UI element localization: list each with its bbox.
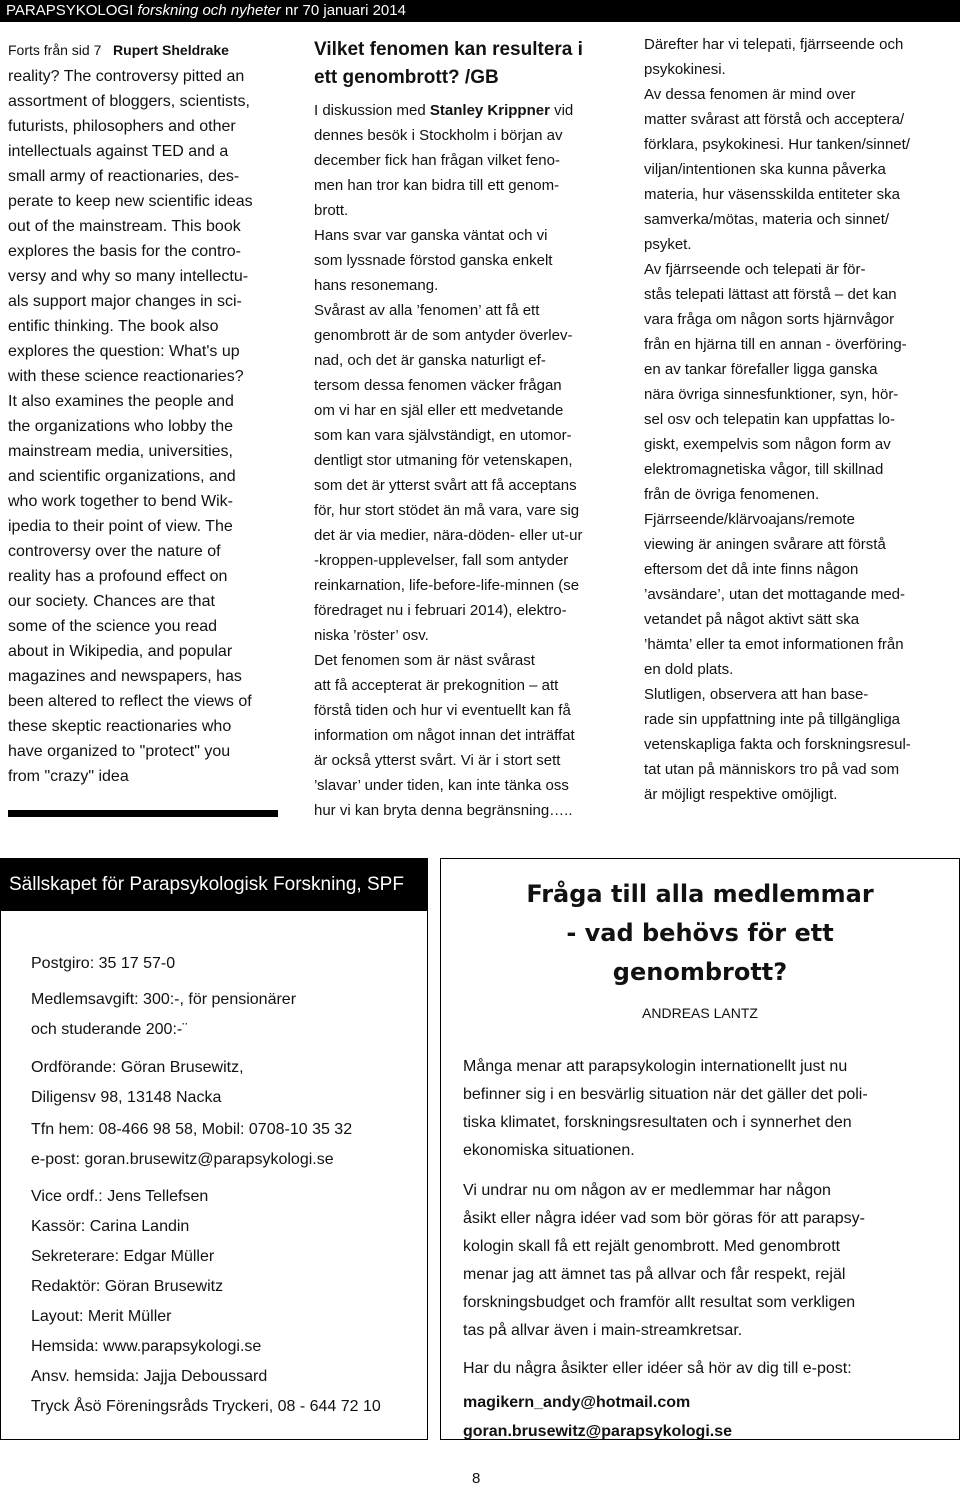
question-title: Fråga till alla medlemmar - vad behövs för ett genombrott? xyxy=(526,880,874,986)
spf-line: Tryck Åsö Föreningsråds Tryckeri, 08 - 644 72 10 xyxy=(31,1398,381,1415)
spf-line: Ordförande: Göran Brusewitz, xyxy=(31,1059,244,1076)
spf-line: och studerande 200:-¨ xyxy=(31,1021,188,1038)
spf-line: Medlemsavgift: 300:-, för pensionärer xyxy=(31,991,297,1008)
header-prefix: PARAPSYKOLOGI xyxy=(6,2,138,19)
question-paragraph-3: Har du några åsikter eller idéer så hör av dig till e-post: xyxy=(463,1360,852,1377)
spf-line: Diligensv 98, 13148 Nacka xyxy=(31,1089,222,1106)
header-suffix: nr 70 januari 2014 xyxy=(280,2,406,19)
continued-note xyxy=(8,40,278,60)
column-article-continued xyxy=(644,32,954,807)
page-header xyxy=(0,0,960,22)
p1-pre: I diskussion med xyxy=(314,102,430,119)
page-number: 8 xyxy=(472,1470,481,1487)
spf-line: Vice ordf.: Jens Tellefsen xyxy=(31,1188,209,1205)
question-box xyxy=(440,858,960,1440)
col3-paragraph-1: Därefter har vi telepati, fjärrseende och psykokinesi. xyxy=(644,36,904,78)
article-paragraph-1 xyxy=(314,98,628,223)
spf-line: Layout: Merit Müller xyxy=(31,1308,172,1325)
question-author: ANDREAS LANTZ xyxy=(642,1005,758,1021)
spf-heading: Sällskapet för Parapsykologisk Forskning, SPF xyxy=(1,859,427,911)
continued-text: reality? The controversy pitted an assortment of bloggers, scientists, futurists, philosophers and other intellectuals against TED and a small army of reactionaries, des- perate to keep new scientific ideas out of the mainstream. This book explores the basis for the contro- versy and why so many intellectu- als support major changes in sci- entific thinking. The book also explores the question: What's up with these science reactionaries? It also examines the people and the organizations who lobby the mainstream media, universities, and scientific organizations, and who work together to bend Wik- ipedia to their point of view. The controversy over the nature of reality has a profound effect on our society. Chances are that some of the science you read about in Wikipedia, and popular magazines and newspapers, has been altered to reflect the views of these skeptic reactionaries who have organized to "protect" you from "crazy" idea xyxy=(8,68,253,785)
spf-line: Tfn hem: 08-466 98 58, Mobil: 0708-10 35 32 xyxy=(31,1121,353,1138)
spf-line: Redaktör: Göran Brusewitz xyxy=(31,1278,224,1295)
column-divider-rule xyxy=(8,810,278,817)
article-paragraph-4: Det fenomen som är näst svårast att få accepterat är prekognition – att förstå tiden och hur vi eventuellt kan få information om något innan det inträffat är också ytterst svårt. Vi är i stort sett ’slavar’ under tiden, kan inte tänka oss hur vi kan bryta denna begränsning….. xyxy=(314,652,575,819)
column-continued-article xyxy=(8,40,278,789)
spf-email-line: e-post: goran.brusewitz@parapsykologi.se xyxy=(31,1151,334,1168)
email-link-1[interactable]: magikern_andy@hotmail.com xyxy=(463,1394,691,1411)
continued-label: Forts från sid 7 xyxy=(8,42,102,58)
col3-paragraph-3: Av fjärrseende och telepati är för- stås telepati lättast att förstå – det kan vara fråga om någon sorts hjärnvågor från en hjärna till en annan - överföring- en av tankar förefaller ligga ganska nära övriga sinnesfunktioner, syn, hör- sel osv och telepatin kan uppfattas lo- giskt, exempelvis som någon form av elektromagnetiska vågor, till skillnad från de övriga fenomenen. xyxy=(644,261,907,503)
header-italic: forskning och nyheter xyxy=(137,2,281,19)
article-title: Vilket fenomen kan resultera i ett genombrott? /GB xyxy=(314,39,583,88)
spf-line: Sekreterare: Edgar Müller xyxy=(31,1248,215,1265)
spf-line: Ansv. hemsida: Jajja Deboussard xyxy=(31,1368,268,1385)
spf-line: Postgiro: 35 17 57-0 xyxy=(31,955,176,972)
p1-post: vid dennes besök i Stockholm i början av december fick han frågan vilket feno- men han tror kan bidra till ett genom- brott. xyxy=(314,102,574,219)
p1-bold-name: Stanley Krippner xyxy=(429,102,550,119)
email-link-2[interactable]: goran.brusewitz@parapsykologi.se xyxy=(463,1423,732,1440)
spf-website-line: Hemsida: www.parapsykologi.se xyxy=(31,1338,262,1355)
question-paragraph-1: Många menar att parapsykologin internationellt just nu befinner sig i en besvärlig situation när det gäller det poli- tiska klimatet, forskningsresultaten och i synnerhet den ekonomiska situationen. xyxy=(463,1058,868,1159)
question-paragraph-2: Vi undrar nu om någon av er medlemmar har någon åsikt eller några idéer vad som bör göras för att parapsy- kologin skall få ett rejält genombrott. Med genombrott menar jag att ämnet tas på allvar och får respekt, rejäl forskningsbudget och framför allt resultat som verkligen tas på allvar även i main-streamkretsar. xyxy=(463,1182,865,1339)
article-paragraph-2: Hans svar var ganska väntat och vi som lyssnade förstod ganska enkelt hans resonemang. xyxy=(314,227,553,294)
spf-line: Kassör: Carina Landin xyxy=(31,1218,190,1235)
article-paragraph-3: Svårast av alla ’fenomen’ att få ett genombrott är de som antyder överlev- nad, och det är ganska naturligt ef- tersom dessa fenomen väcker frågan om vi har en själ eller ett medvetande som kan vara självständigt, en utomor- dentligt stor utmaning för vetenskapen, som det är ytterst svårt att få acceptans för, hur stort stödet än må vara, vare sig det är via medier, nära-döden- eller ut-ur -kroppen-upplevelser, fall som antyder reinkarnation, life-before-life-minnen (se föredraget nu i februari 2014), elektro- niska ’röster’ osv. xyxy=(314,302,583,644)
continued-author: Rupert Sheldrake xyxy=(113,42,229,58)
spf-info-box xyxy=(0,858,428,1440)
col3-paragraph-5: Slutligen, observera att han base- rade sin uppfattning inte på tillgängliga vetenskapliga fakta och forskningsresul- tat utan på människors tro på vad som är möjligt respektive omöjligt. xyxy=(644,686,911,803)
col3-paragraph-2: Av dessa fenomen är mind over matter svårast att förstå och acceptera/ förklara, psykokinesi. Hur tanken/sinnet/ viljan/intentionen ska kunna påverka materia, hur väsensskilda entiteter ska samverka/mötas, materia och sinnet/ psyket. xyxy=(644,86,910,253)
col3-paragraph-4: Fjärrseende/klärvoajans/remote viewing är aningen svårare att förstå eftersom det då inte finns någon ’avsändare’, utan det mottagande med- vetandet på något aktivt sätt ska ’hämta’ eller ta emot informationen från en dold plats. xyxy=(644,511,905,678)
column-article-genombrott xyxy=(314,36,628,823)
